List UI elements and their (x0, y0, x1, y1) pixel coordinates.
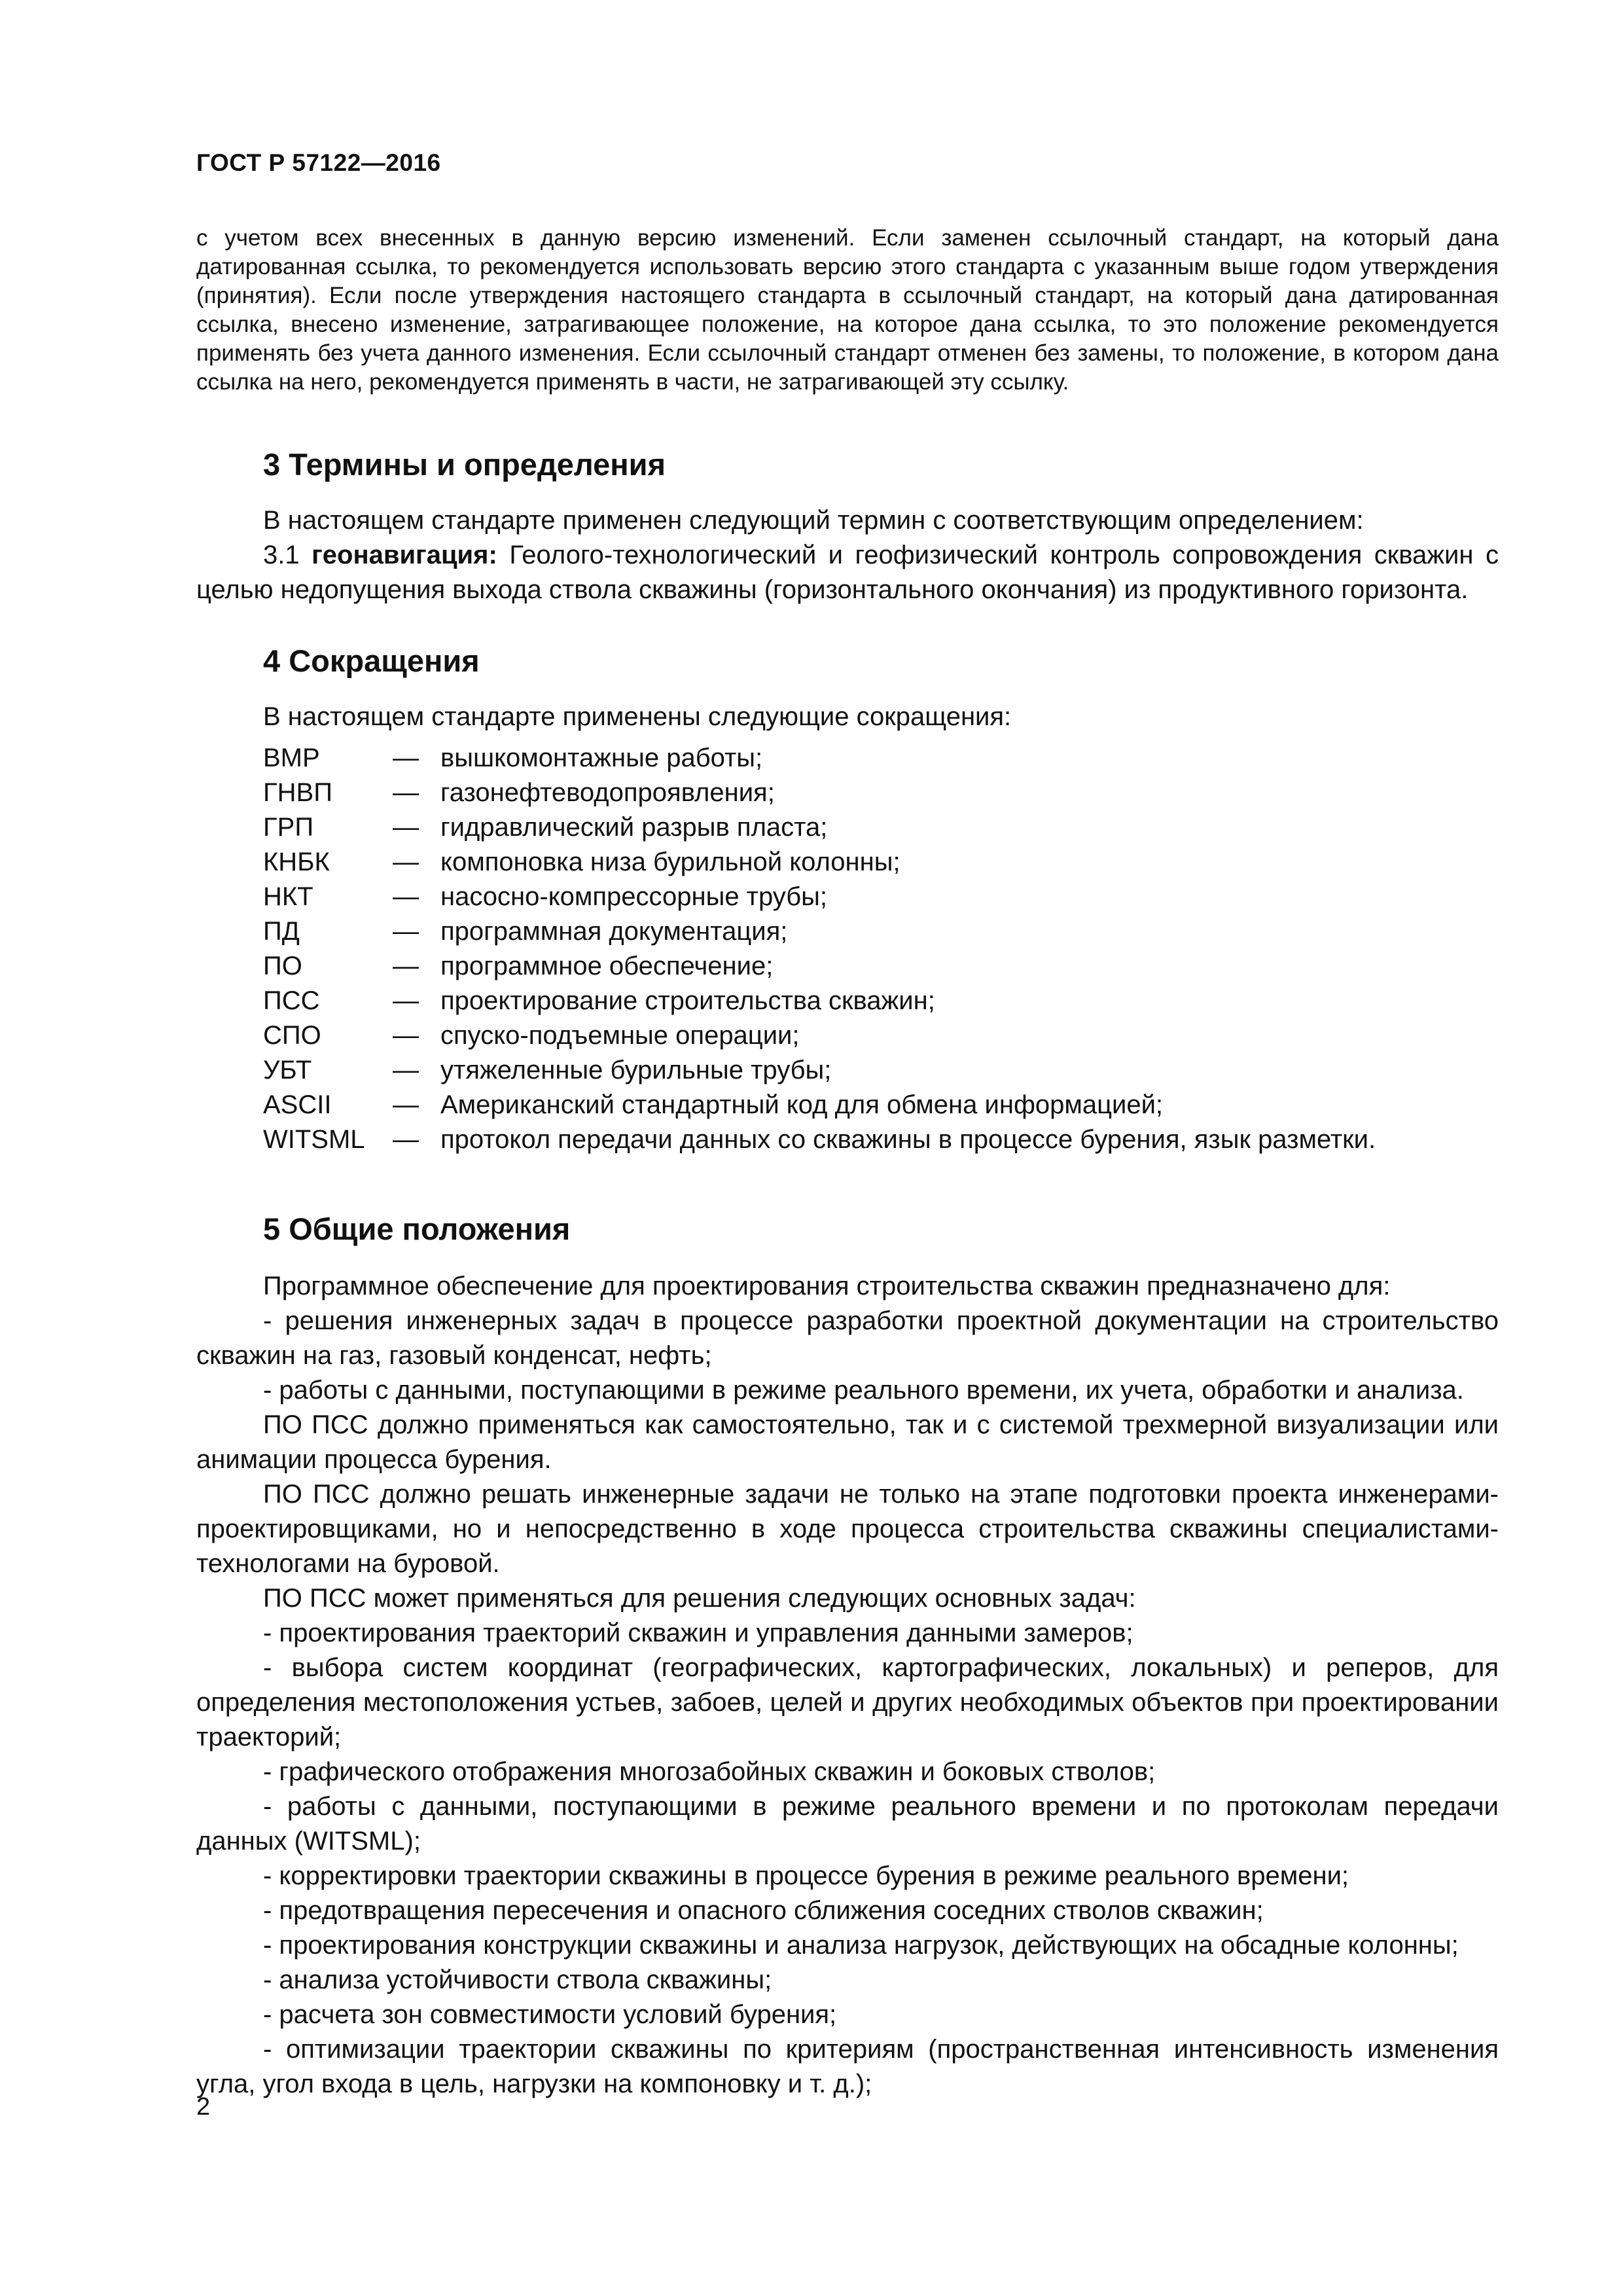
section-5-paragraph: ПО ПСС должно решать инженерные задачи не только на этапе подготовки проекта инженерами-проектировщиками, но и непосредственно в ходе процесса строительства скважины специалистами-технологами на буровой. (196, 1480, 1499, 1578)
intro-paragraph: с учетом всех внесенных в данную версию изменений. Если заменен ссылочный стандарт, на который дана датированная ссылка, то рекомендуется использовать версию этого стандарта с указанным выше годом утверждения (принятия). Если после утверждения настоящего стандарта в ссылочный стандарт, на который дана датированная ссылка, внесено изменение, затрагивающее положение, на которое дана ссылка, то это положение рекомендуется применять без учета данного изменения. Если ссылочный стандарт отменен без замены, то положение, в котором дана ссылка на него, рекомендуется применять в части, не затрагивающей эту ссылку. (196, 225, 1499, 395)
abbreviation-row (196, 914, 1499, 949)
abbreviation-definition: протокол передачи данных со скважины в процессе бурения, язык разметки. (440, 1125, 1376, 1154)
dash: — (393, 744, 419, 772)
section-5-paragraph: Программное обеспечение для проектирования строительства скважин предназначено для: (263, 1272, 1391, 1300)
abbreviation-row (196, 845, 1499, 880)
section-5-title: 5 Общие положения (263, 1211, 571, 1246)
abbreviation-row (196, 1053, 1499, 1088)
section-3-lead: В настоящем стандарте применен следующий термин с соответствующим определением: (263, 506, 1364, 535)
dash: — (393, 917, 419, 946)
section-5-paragraph: - проектирования конструкции скважины и анализа нагрузок, действующих на обсадные колонны; (263, 1931, 1459, 1960)
section-3-title: 3 Термины и определения (263, 447, 666, 482)
section-5-paragraph: - графического отображения многозабойных скважин и боковых стволов; (263, 1757, 1156, 1786)
section-4-title: 4 Сокращения (263, 643, 480, 678)
abbreviation-definition: утяжеленные бурильные трубы; (440, 1056, 832, 1085)
section-5-paragraph: ПО ПСС должно применяться как самостоятельно, так и с системой трехмерной визуализации или анимации процесса бурения. (196, 1410, 1499, 1474)
abbreviation-list (196, 741, 1499, 1157)
page-number: 2 (196, 2093, 211, 2121)
abbreviation-definition: насосно-компрессорные трубы; (440, 882, 828, 911)
section-5-paragraph: - работы с данными, поступающими в режиме реального времени и по протоколам передачи данных (WITSML); (196, 1792, 1499, 1856)
abbreviation-row (196, 776, 1499, 810)
dash: — (393, 1090, 419, 1119)
term-number: 3.1 (263, 541, 300, 569)
abbreviation-row (196, 880, 1499, 914)
abbreviation-definition: спуско-подъемные операции; (440, 1021, 800, 1050)
section-5-paragraph: - расчета зон совместимости условий бурения; (263, 2000, 837, 2029)
abbreviation-code: КНБК (263, 848, 330, 876)
abbreviation-row (196, 1088, 1499, 1122)
term: геонавигация: (312, 541, 497, 569)
section-5-paragraph: - проектирования траекторий скважин и управления данными замеров; (263, 1619, 1133, 1647)
abbreviation-row (196, 1018, 1499, 1053)
abbreviation-row (196, 810, 1499, 845)
section-5-paragraph: - предотвращения пересечения и опасного сближения соседних стволов скважин; (263, 1896, 1264, 1925)
abbreviation-row (196, 741, 1499, 776)
abbreviation-code: ASCII (263, 1090, 332, 1119)
dash: — (393, 848, 419, 876)
standard-header: ГОСТ Р 57122—2016 (196, 149, 441, 176)
abbreviation-code: ГРП (263, 813, 314, 842)
abbreviation-code: WITSML (263, 1125, 365, 1154)
section-5-paragraph: - корректировки траектории скважины в процессе бурения в режиме реального времени; (263, 1861, 1349, 1890)
abbreviation-row (196, 1122, 1499, 1157)
abbreviation-code: ПО (263, 952, 302, 980)
abbreviation-definition: компоновка низа бурильной колонны; (440, 848, 901, 876)
abbreviation-code: ВМР (263, 744, 320, 772)
abbreviation-row (196, 949, 1499, 984)
dash: — (393, 986, 419, 1015)
abbreviation-code: НКТ (263, 882, 313, 911)
abbreviation-definition: гидравлический разрыв пласта; (440, 813, 828, 842)
section-5-paragraph: - оптимизации траектории скважины по критериям (пространственная интенсивность изменения угла, угол входа в цель, нагрузки на компоновку и т. д.); (196, 2035, 1499, 2098)
abbreviation-definition: газонефтеводопроявления; (440, 778, 775, 807)
section-4 (196, 643, 1499, 1157)
dash: — (393, 1125, 419, 1154)
section-3 (196, 446, 1499, 607)
term-definition (196, 538, 1499, 607)
dash: — (393, 952, 419, 980)
abbreviation-code: ГНВП (263, 778, 332, 807)
abbreviation-row (196, 984, 1499, 1018)
abbreviation-code: УБТ (263, 1056, 312, 1085)
section-5-paragraph: - работы с данными, поступающими в режиме реального времени, их учета, обработки и анализа. (263, 1376, 1464, 1405)
section-5-paragraph: ПО ПСС может применяться для решения следующих основных задач: (263, 1584, 1136, 1613)
section-5-paragraph: - решения инженерных задач в процессе разработки проектной документации на строительство скважин на газ, газовый конденсат, нефть; (196, 1306, 1499, 1370)
dash: — (393, 778, 419, 807)
section-4-lead: В настоящем стандарте применены следующие сокращения: (263, 702, 1012, 731)
dash: — (393, 1056, 419, 1085)
term-definition-text: Геолого-технологический и геофизический контроль сопровождения скважин с целью недопущения выхода ствола скважины (горизонтального окончания) из продуктивного горизонта. (196, 541, 1499, 604)
abbreviation-code: СПО (263, 1021, 321, 1050)
abbreviation-definition: программное обеспечение; (440, 952, 774, 980)
section-5-paragraph: - выбора систем координат (географических, картографических, локальных) и реперов, для определения местоположения устьев, забоев, целей и других необходимых объектов при проектировании траекторий; (196, 1653, 1499, 1751)
intro-paragraph-block (196, 224, 1499, 397)
section-5-paragraph: - анализа устойчивости ствола скважины; (263, 1965, 772, 1994)
abbreviation-code: ПД (263, 917, 300, 946)
dash: — (393, 813, 419, 842)
dash: — (393, 882, 419, 911)
abbreviation-definition: программная документация; (440, 917, 788, 946)
abbreviation-code: ПСС (263, 986, 320, 1015)
dash: — (393, 1021, 419, 1050)
abbreviation-definition: проектирование строительства скважин; (440, 986, 935, 1015)
abbreviation-definition: Американский стандартный код для обмена информацией; (440, 1090, 1164, 1119)
section-5 (196, 1211, 1499, 2102)
abbreviation-definition: вышкомонтажные работы; (440, 744, 763, 772)
